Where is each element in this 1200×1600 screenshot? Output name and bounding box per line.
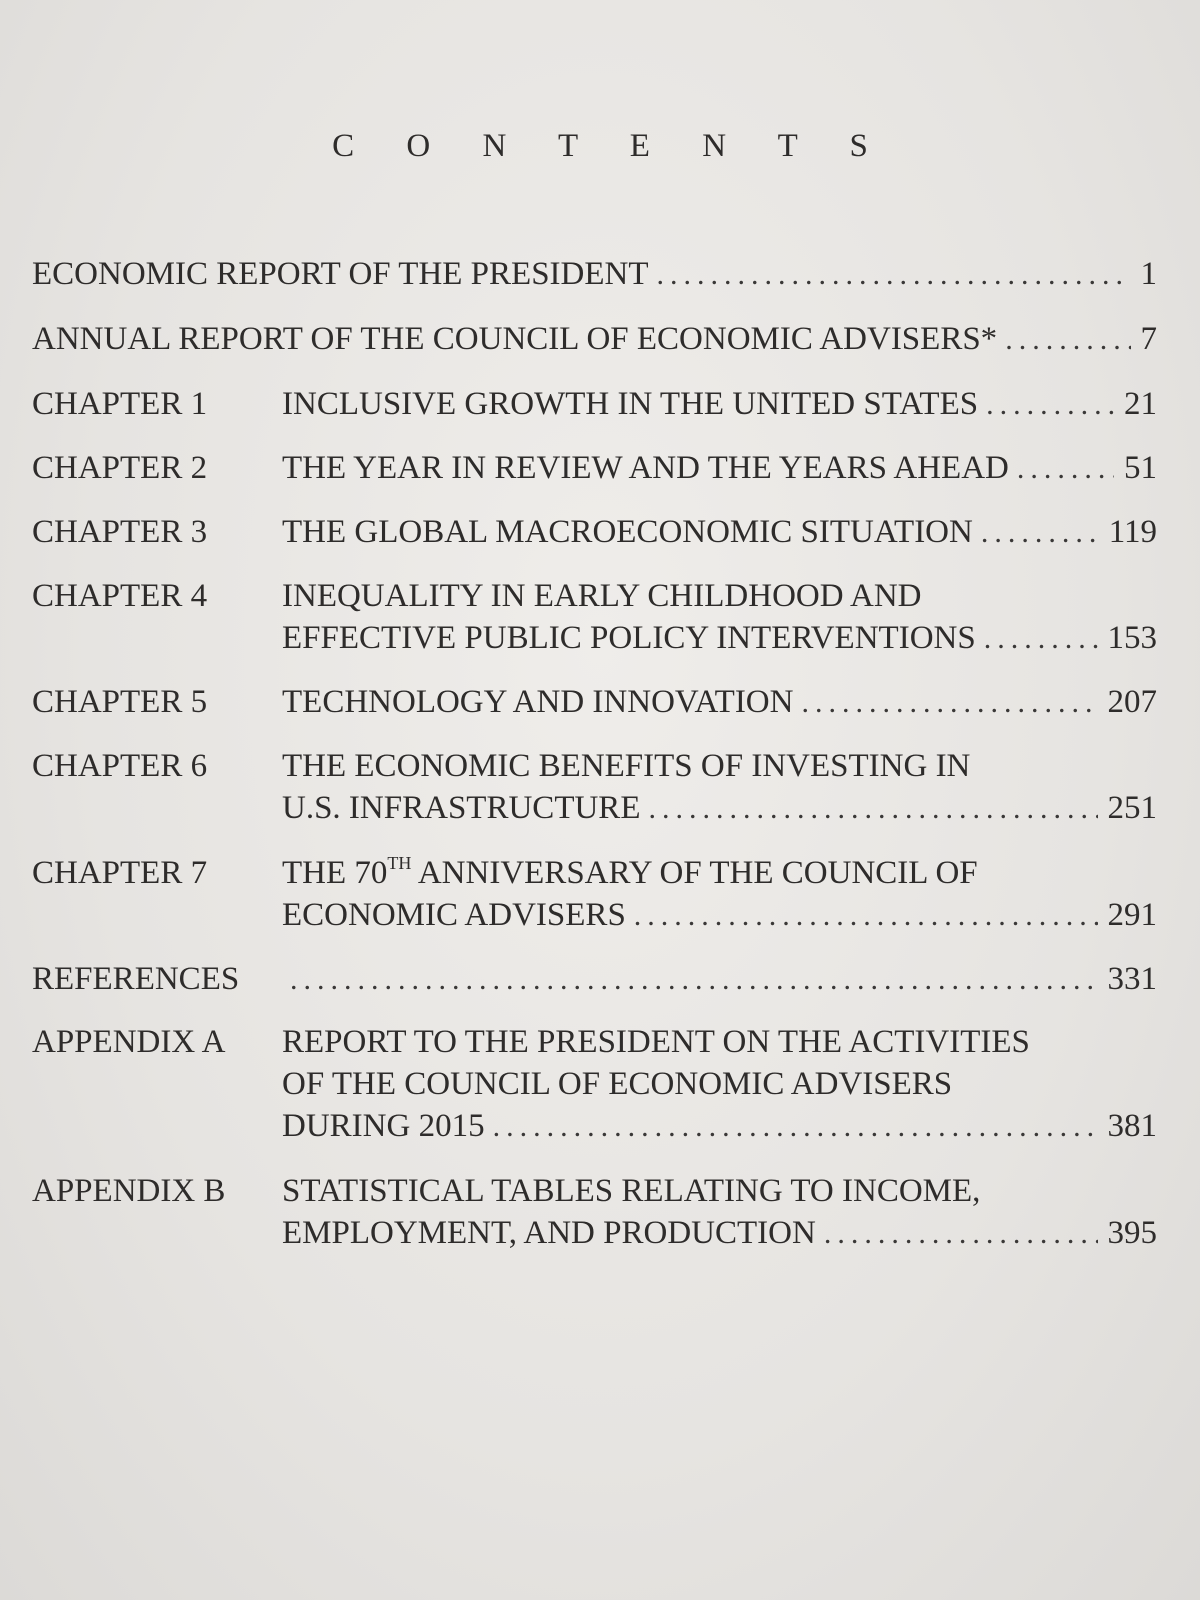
dot-leader bbox=[986, 384, 1114, 426]
toc-entry-title: ECONOMIC REPORT OF THE PRESIDENT bbox=[32, 256, 649, 292]
toc-page-number: 7 bbox=[1140, 321, 1157, 357]
toc-entry-label: CHAPTER 4 bbox=[32, 578, 208, 614]
toc-entry-label: APPENDIX B bbox=[32, 1173, 226, 1209]
toc-entry-label: APPENDIX A bbox=[32, 1024, 226, 1060]
toc-entry-title: INCLUSIVE GROWTH IN THE UNITED STATES bbox=[282, 386, 979, 422]
toc-entry-title: THE GLOBAL MACROECONOMIC SITUATION bbox=[282, 514, 973, 550]
toc-entry-label: CHAPTER 2 bbox=[32, 450, 208, 486]
toc-entry-title-continued: EFFECTIVE PUBLIC POLICY INTERVENTIONS bbox=[282, 620, 976, 656]
toc-entry-title-continued: EMPLOYMENT, AND PRODUCTION bbox=[282, 1215, 816, 1251]
dot-leader bbox=[657, 254, 1131, 296]
dot-leader bbox=[981, 512, 1099, 554]
toc-page-number: 51 bbox=[1124, 450, 1157, 486]
toc-page-number: 395 bbox=[1107, 1215, 1157, 1251]
toc-page-number: 119 bbox=[1108, 514, 1157, 550]
toc-entry-label: CHAPTER 6 bbox=[32, 748, 208, 784]
toc-entry-title: THE ECONOMIC BENEFITS OF INVESTING IN bbox=[282, 748, 971, 784]
toc-entry-title-continued: ECONOMIC ADVISERS bbox=[282, 897, 626, 933]
toc-entry-label: CHAPTER 1 bbox=[32, 386, 208, 422]
toc-page-number: 21 bbox=[1124, 386, 1157, 422]
dot-leader bbox=[290, 959, 1098, 1001]
toc-page-number: 251 bbox=[1107, 790, 1157, 826]
dot-leader bbox=[801, 682, 1097, 724]
toc-entry-title-continued: U.S. INFRASTRUCTURE bbox=[282, 790, 641, 826]
toc-entry-title-continued: OF THE COUNCIL OF ECONOMIC ADVISERS bbox=[282, 1066, 953, 1102]
toc-entry-title-start: THE 70 bbox=[282, 855, 388, 891]
toc-entry-label: CHAPTER 5 bbox=[32, 684, 208, 720]
dot-leader bbox=[648, 788, 1097, 830]
toc-entry-title: THE YEAR IN REVIEW AND THE YEARS AHEAD bbox=[282, 450, 1009, 486]
dot-leader bbox=[984, 618, 1098, 660]
dot-leader bbox=[634, 895, 1098, 937]
contents-heading: C O N T E N T S bbox=[332, 128, 890, 164]
dot-leader bbox=[824, 1213, 1098, 1255]
toc-entry-title bbox=[282, 852, 978, 894]
toc-page-number: 1 bbox=[1140, 256, 1157, 292]
toc-entry-label: CHAPTER 7 bbox=[32, 855, 208, 891]
toc-page-number: 381 bbox=[1107, 1108, 1157, 1144]
ordinal-superscript: TH bbox=[387, 853, 412, 873]
toc-page-number: 291 bbox=[1107, 897, 1157, 933]
toc-entry-label: CHAPTER 3 bbox=[32, 514, 208, 550]
dot-leader bbox=[1005, 319, 1130, 361]
toc-entry-title: TECHNOLOGY AND INNOVATION bbox=[282, 684, 794, 720]
toc-page-number: 153 bbox=[1107, 620, 1157, 656]
toc-entry-title-continued: DURING 2015 bbox=[282, 1108, 485, 1144]
toc-entry-title: STATISTICAL TABLES RELATING TO INCOME, bbox=[282, 1173, 981, 1209]
toc-entry-title: REPORT TO THE PRESIDENT ON THE ACTIVITIES bbox=[282, 1024, 1030, 1060]
toc-entry-title-rest: ANNIVERSARY OF THE COUNCIL OF bbox=[411, 855, 978, 891]
toc-entry-title: ANNUAL REPORT OF THE COUNCIL OF ECONOMIC ADVISERS* bbox=[32, 321, 998, 357]
toc-page-number: 331 bbox=[1107, 961, 1157, 997]
dot-leader bbox=[493, 1106, 1098, 1148]
toc-page-number: 207 bbox=[1107, 684, 1157, 720]
toc-entry-label: REFERENCES bbox=[32, 961, 240, 997]
toc-entry-title: INEQUALITY IN EARLY CHILDHOOD AND bbox=[282, 578, 922, 614]
dot-leader bbox=[1017, 448, 1114, 490]
